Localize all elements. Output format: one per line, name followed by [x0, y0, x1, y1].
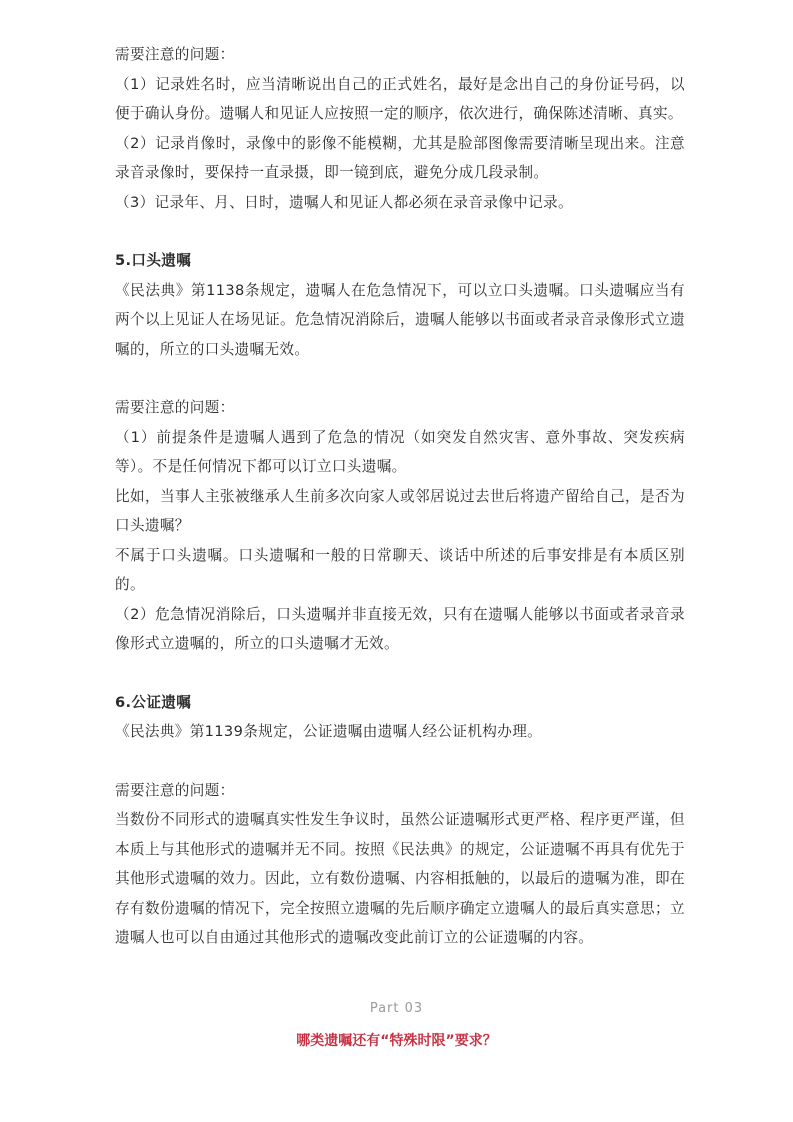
spacer: [115, 364, 685, 393]
part-label: Part 03: [369, 1001, 424, 1016]
section-body: 《民法典》第1138条规定，遗嘱人在危急情况下，可以立口头遗嘱。口头遗嘱应当有两个以上见证人在场见证。危急情况消除后，遗嘱人能够以书面或者录音录像形式立遗嘱的，所立的口头遗嘱无效。: [115, 281, 685, 358]
notes-intro: 需要注意的问题：: [115, 781, 235, 799]
section-heading: 6.公证遗嘱: [115, 693, 192, 711]
section-heading: 5.口头遗嘱: [115, 252, 192, 269]
note-item: 不属于口头遗嘱。口头遗嘱和一般的日常聊天、谈话中所述的后事安排是有本质区别的。: [115, 546, 685, 593]
note-item: 当数份不同形式的遗嘱真实性发生争议时，虽然公证遗嘱形式更严格、程序更严谨，但本质上与其他形式的遗嘱并无不同。按照《民法典》的规定，公证遗嘱不再具有优先于其他形式遗嘱的效力。因此，立有数份遗嘱、内容相抵触的，以最后的遗嘱为准，即在存有数份遗嘱的情况下，完全按照立遗嘱的先后顺序确定立遗嘱人的最后真实意思；立遗嘱人也可以自由通过其他形式的遗嘱改变此前订立的公证遗嘱的内容。: [115, 811, 685, 946]
note-item: （2）记录肖像时，录像中的影像不能模糊，尤其是脸部图像需要清晰呈现出来。注意录音录像时，要保持一直录摄，即一镜到底，避免分成几段录制。: [115, 134, 685, 181]
note-item: 比如，当事人主张被继承人生前多次向家人或邻居说过去世后将遗产留给自己，是否为口头遗嘱？: [115, 487, 685, 534]
note-item: （3）记录年、月、日时，遗嘱人和见证人都必须在录音录像中记录。: [115, 193, 573, 211]
spacer: [115, 217, 685, 246]
spacer: [115, 659, 685, 688]
note-item: （2）危急情况消除后，口头遗嘱并非直接无效，只有在遗嘱人能够以书面或者录音录像形式立遗嘱的，所立的口头遗嘱才无效。: [115, 605, 685, 652]
note-item: （1）记录姓名时，应当清晰说出自己的正式姓名，最好是念出自己的身份证号码，以便于确认身份。遗嘱人和见证人应按照一定的顺序，依次进行，确保陈述清晰、真实。: [115, 75, 685, 122]
spacer: [115, 747, 685, 776]
article-body: [115, 40, 685, 953]
notes-intro: 需要注意的问题：: [115, 399, 235, 416]
notes-intro: 需要注意的问题：: [115, 46, 235, 63]
section-body: 《民法典》第1139条规定，公证遗嘱由遗嘱人经公证机构办理。: [115, 723, 543, 740]
note-item: （1）前提条件是遗嘱人遇到了危急的情况（如突发自然灾害、意外事故、突发疾病等）。不是任何情况下都可以订立口头遗嘱。: [115, 428, 685, 475]
part-title: 哪类遗嘱还有“特殊时限”要求？: [296, 1033, 497, 1049]
